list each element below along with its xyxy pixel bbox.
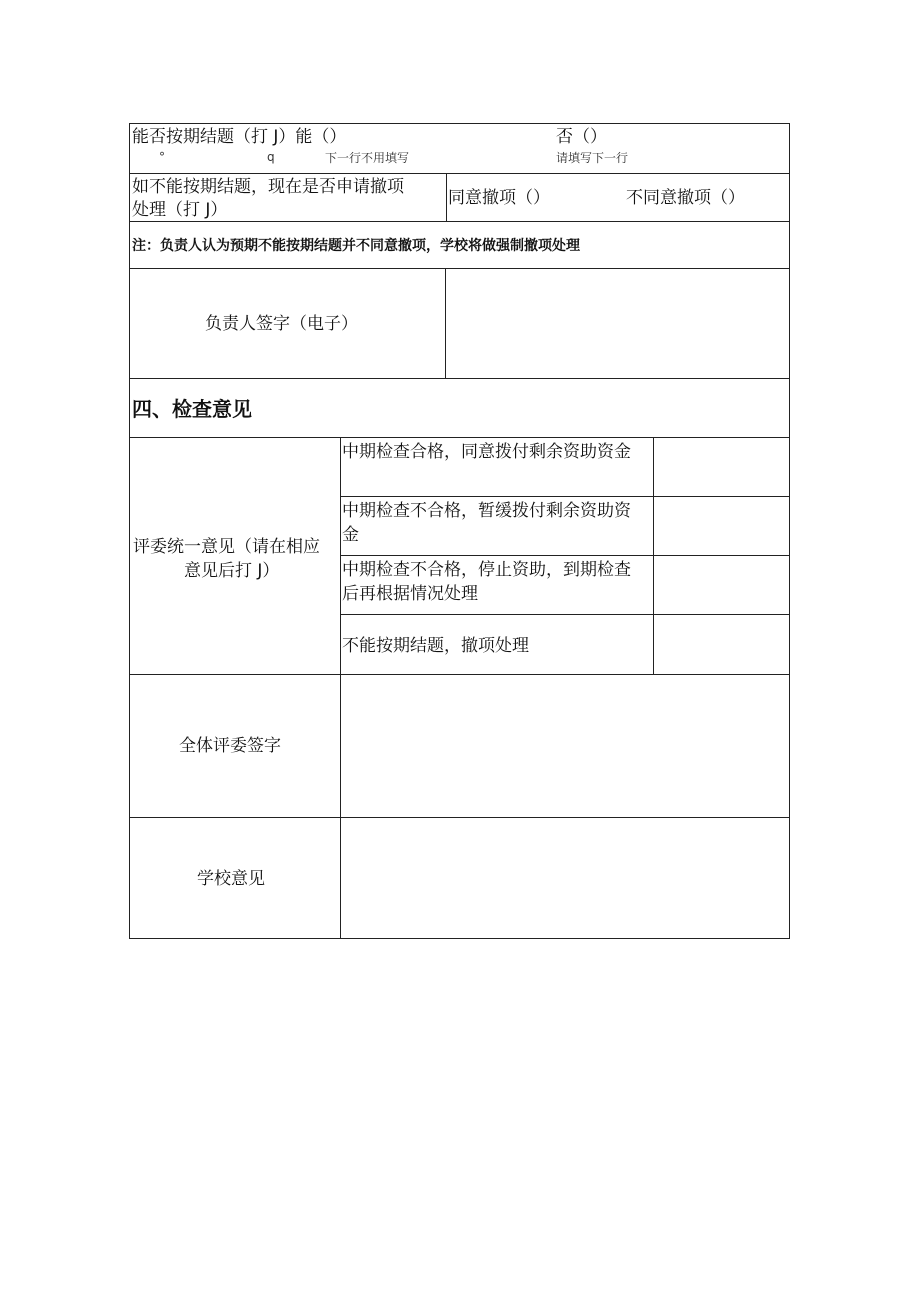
rule bbox=[653, 437, 654, 674]
review-label-line2: 意见后打 J） bbox=[184, 561, 280, 581]
on-schedule-question: 能否按期结题（打 J）能（） bbox=[132, 127, 347, 147]
rule bbox=[129, 173, 790, 174]
rule bbox=[340, 555, 790, 556]
rule bbox=[340, 614, 790, 615]
border-bottom bbox=[129, 938, 790, 939]
review-option-3: 中期检查不合格，停止资助，到期检查后再根据情况处理 bbox=[342, 560, 631, 604]
rule bbox=[129, 221, 790, 222]
rule bbox=[340, 496, 790, 497]
disagree-withdraw-option: 不同意撤项（） bbox=[626, 188, 745, 208]
review-option-1: 中期检查合格，同意拨付剩余资助资金 bbox=[342, 442, 631, 462]
review-mark-cell-2[interactable] bbox=[655, 498, 787, 554]
review-label-line1: 评委统一意见（请在相应 bbox=[133, 537, 320, 557]
review-option-4: 不能按期结题，撤项处理 bbox=[342, 636, 529, 656]
hint-fill-next-row: 请填写下一行 bbox=[556, 151, 629, 165]
mark-mid: q bbox=[267, 150, 275, 164]
not-on-schedule-option: 否（） bbox=[556, 127, 607, 147]
school-opinion-label: 学校意见 bbox=[197, 869, 265, 889]
rule bbox=[129, 437, 790, 438]
note-text: 注：负责人认为预期不能按期结题并不同意撤项，学校将做强制撤项处理 bbox=[132, 238, 580, 254]
leader-signature-field[interactable] bbox=[447, 270, 787, 376]
leader-signature-label: 负责人签字（电子） bbox=[205, 314, 358, 334]
rule bbox=[129, 817, 790, 818]
rule bbox=[129, 378, 790, 379]
review-mark-cell-4[interactable] bbox=[655, 616, 787, 673]
rule bbox=[445, 268, 446, 378]
school-opinion-field[interactable] bbox=[342, 819, 787, 937]
mark-left: ° bbox=[159, 150, 165, 164]
rule bbox=[129, 674, 790, 675]
mid-term-check-form bbox=[129, 123, 790, 939]
rule bbox=[129, 268, 790, 269]
review-option-2: 中期检查不合格，暂缓拨付剩余资助资金 bbox=[342, 501, 631, 545]
review-mark-cell-1[interactable] bbox=[655, 439, 787, 495]
all-reviewers-signature-field[interactable] bbox=[342, 676, 787, 816]
rule bbox=[446, 173, 447, 221]
withdraw-question-line2: 处理（打 J） bbox=[132, 200, 228, 220]
withdraw-question-line1: 如不能按期结题，现在是否申请撤项 bbox=[132, 177, 404, 197]
all-reviewers-signature-label: 全体评委签字 bbox=[179, 736, 281, 756]
hint-skip-next-row: 下一行不用填写 bbox=[325, 151, 410, 165]
border-top bbox=[129, 123, 790, 124]
review-mark-cell-3[interactable] bbox=[655, 557, 787, 613]
agree-withdraw-option: 同意撤项（） bbox=[448, 188, 550, 208]
section-title: 四、检查意见 bbox=[132, 397, 252, 421]
rule bbox=[340, 437, 341, 938]
